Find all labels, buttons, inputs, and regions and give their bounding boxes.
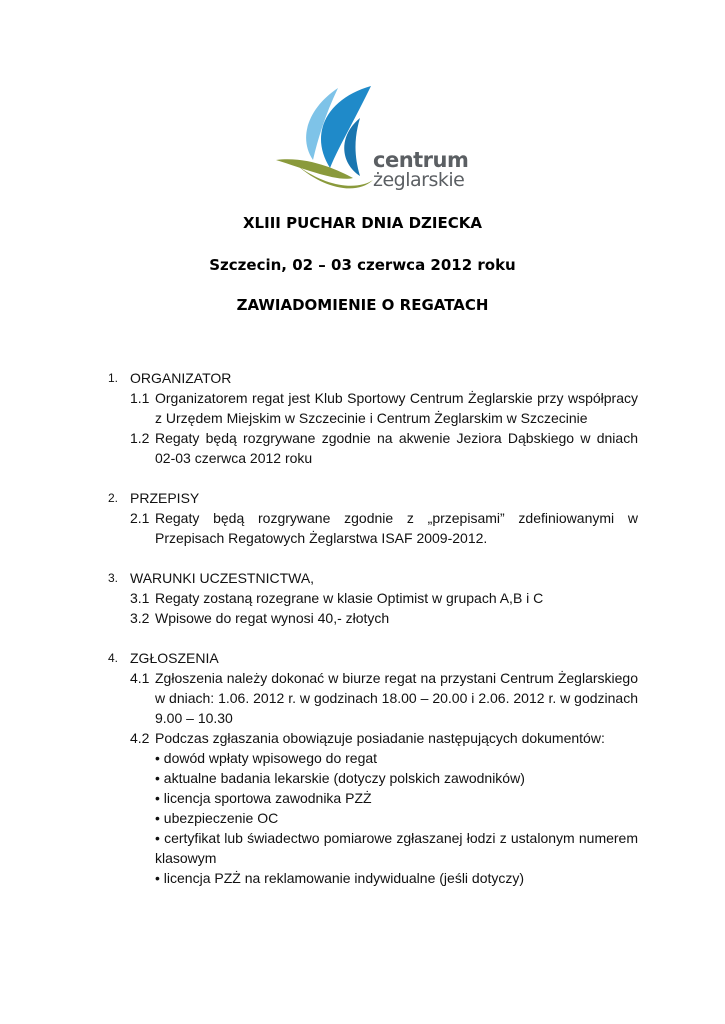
bullet-item: • licencja PZŻ na reklamowanie indywidualne (jeśli dotyczy) xyxy=(155,870,525,886)
section-title: WARUNKI UCZESTNICTWA, xyxy=(130,570,315,586)
logo-wordmark xyxy=(373,150,468,190)
item-text: Zgłoszenia należy dokonać w biurze regat na przystani Centrum Żeglarskiego w dniach: 1.06. 2012 r. w godzinach 18.00 – 20.00 i 2.06. 2012 r. w godzinach 9.00 – 10.30 xyxy=(155,670,638,726)
bullet-item: • aktualne badania lekarskie (dotyczy polskich zawodników) xyxy=(155,770,525,786)
item-number: 2.1 xyxy=(130,510,150,526)
item-text: Regaty będą rozgrywane zgodnie na akwenie Jeziora Dąbskiego w dniach 02-03 czerwca 2012 roku xyxy=(155,430,638,466)
item-text: Podczas zgłaszania obowiązuje posiadanie następujących dokumentów: xyxy=(155,730,605,746)
bullet-item: • ubezpieczenie OC xyxy=(155,810,279,826)
section-number: 3. xyxy=(108,571,119,585)
list-item xyxy=(130,428,638,468)
item-text: Organizatorem regat jest Klub Sportowy Centrum Żeglarskie przy współpracy z Urzędem Miejskim w Szczecinie i Centrum Żeglarskim w Szczecinie xyxy=(155,390,638,426)
list-item xyxy=(130,728,638,748)
section-heading xyxy=(108,568,638,588)
document-body xyxy=(108,368,638,908)
document-title: ZAWIADOMIENIE O REGATACH xyxy=(236,296,489,314)
section-organizer xyxy=(108,368,638,468)
section-number: 1. xyxy=(108,371,119,385)
bullet-item: • licencja sportowa zawodnika PZŻ xyxy=(155,790,372,806)
logo-line2: żeglarskie xyxy=(373,169,465,191)
item-text: Regaty będą rozgrywane zgodnie z „przepisami” zdefiniowanymi w Przepisach Regatowych Żeglarstwa ISAF 2009-2012. xyxy=(155,510,638,546)
item-number: 3.1 xyxy=(130,590,150,606)
section-title: ORGANIZATOR xyxy=(130,370,232,386)
list-item xyxy=(130,608,638,628)
section-registration xyxy=(108,648,638,888)
event-date: Szczecin, 02 – 03 czerwca 2012 roku xyxy=(209,256,516,274)
item-text: Wpisowe do regat wynosi 40,- złotych xyxy=(155,610,390,626)
section-title: ZGŁOSZENIA xyxy=(130,650,219,666)
section-number: 2. xyxy=(108,491,119,505)
bullet-item: • certyfikat lub świadectwo pomiarowe zgłaszanej łodzi z ustalonym numerem klasowym xyxy=(155,830,638,866)
list-item xyxy=(130,588,638,608)
bullet-item: • dowód wpłaty wpisowego do regat xyxy=(155,750,378,766)
logo-line1: centrum xyxy=(373,148,469,172)
list-item xyxy=(130,668,638,728)
item-number: 4.1 xyxy=(130,670,150,686)
item-number: 1.2 xyxy=(130,430,150,446)
item-number: 1.1 xyxy=(130,390,150,406)
event-title: XLIII PUCHAR DNIA DZIECKA xyxy=(242,214,483,232)
section-participation xyxy=(108,568,638,628)
item-text: Regaty zostaną rozegrane w klasie Optimist w grupach A,B i C xyxy=(155,590,544,606)
list-item xyxy=(130,508,638,548)
section-number: 4. xyxy=(108,651,119,665)
section-heading xyxy=(108,488,638,508)
item-number: 3.2 xyxy=(130,610,150,626)
section-rules xyxy=(108,488,638,548)
section-title: PRZEPISY xyxy=(130,490,200,506)
item-number: 4.2 xyxy=(130,730,150,746)
section-heading xyxy=(108,648,638,668)
section-heading xyxy=(108,368,638,388)
list-item xyxy=(130,388,638,428)
